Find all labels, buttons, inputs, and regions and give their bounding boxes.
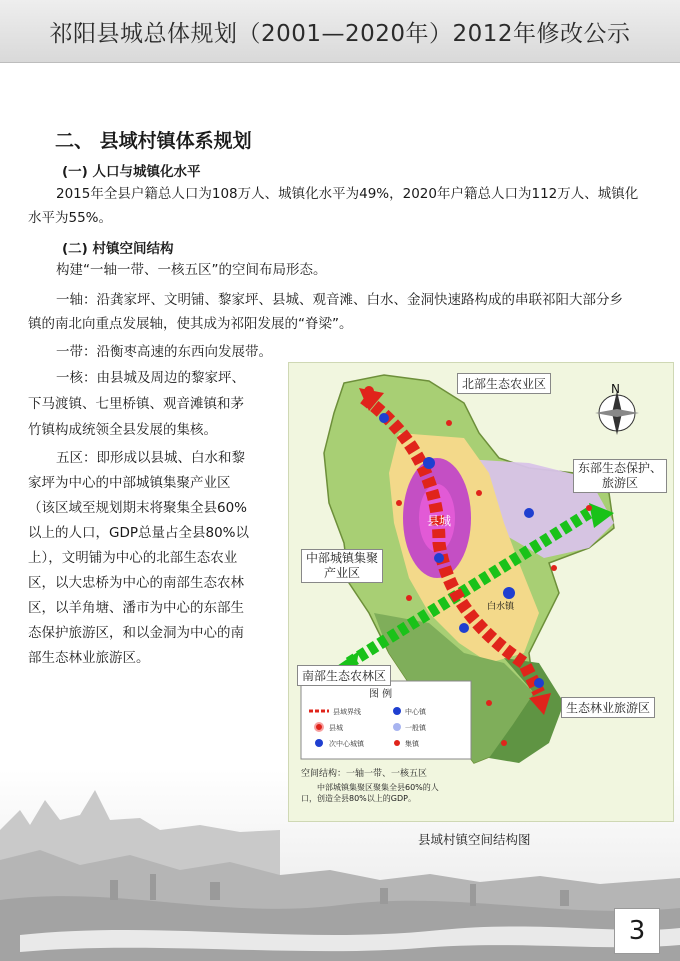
structure-note-line1: 中部城镇集聚区聚集全县60%的人 <box>317 783 439 792</box>
zone-label-east <box>573 459 667 493</box>
zone-label-forest: 生态林业旅游区 <box>561 697 655 718</box>
zone-label-south: 南部生态农林区 <box>297 665 391 686</box>
zones-line: 区，以大忠桥为中心的南部生态农林 <box>28 575 244 591</box>
legend-item-sub-center: 次中心城镇 <box>329 740 364 748</box>
zone-label-central-line1: 中部城镇集聚 <box>306 551 379 565</box>
county-seat-label: 县城 <box>427 514 452 528</box>
paragraph-core-line3: 竹镇构成统领全县发展的集核。 <box>28 422 217 438</box>
zone-label-central <box>301 549 383 583</box>
zone-label-east-line2: 旅游区 <box>602 476 639 490</box>
legend-title: 图 例 <box>369 689 393 700</box>
paragraph-population-line2: 水平为55%。 <box>28 210 113 226</box>
structure-note-title: 空间结构：一轴一带、一核五区 <box>301 769 428 779</box>
paragraph-core-line1: 一核：由县城及周边的黎家坪、 <box>56 370 245 386</box>
zones-line: （该区域至规划期末将聚集全县60% <box>28 500 248 516</box>
legend-item-general-town: 一般镇 <box>405 724 426 732</box>
paragraph-belt: 一带：沿衡枣高速的东西向发展带。 <box>56 344 272 360</box>
legend-item-market-town: 集镇 <box>405 740 419 748</box>
subsection-title-structure: (二) 村镇空间结构 <box>62 241 174 257</box>
legend-item-boundary: 县域界线 <box>333 708 361 716</box>
document-title: 祁阳县城总体规划（2001—2020年）2012年修改公示 <box>49 21 631 47</box>
zones-line: 部生态林业旅游区。 <box>28 650 150 666</box>
zones-line: 家坪为中心的中部城镇集聚产业区 <box>28 475 231 491</box>
baishui-label: 白水镇 <box>487 602 515 612</box>
county-structure-map <box>288 362 674 822</box>
zone-label-north: 北部生态农业区 <box>457 373 551 394</box>
paragraph-core-line2: 下马渡镇、七里桥镇、观音滩镇和茅 <box>28 396 244 412</box>
header-bar <box>0 0 680 63</box>
text-line: 2015年全县户籍总人口为108万人、城镇化水平为49%，2020年户籍总人口为112万人、城镇化 <box>56 186 639 202</box>
zones-line: 上），文明铺为中心的北部生态农业 <box>28 550 238 566</box>
zones-line: 五区：即形成以县城、白水和黎 <box>56 450 245 466</box>
section-title: 二、 县域村镇体系规划 <box>55 130 252 152</box>
north-label: N <box>611 382 620 396</box>
map-graphic <box>289 363 673 821</box>
legend-item-county-seat: 县城 <box>329 724 343 732</box>
zone-label-east-line1: 东部生态保护、 <box>578 461 663 475</box>
zone-label-central-line2: 产业区 <box>324 566 361 580</box>
structure-note-line2: 口，创造全县80%以上的GDP。 <box>301 794 416 803</box>
map-caption: 县域村镇空间结构图 <box>418 832 531 847</box>
legend-item-center-town: 中心镇 <box>405 708 426 716</box>
north-arrow-icon <box>595 391 639 435</box>
page-number: 3 <box>614 908 660 954</box>
zones-line: 以上的人口，GDP总量占全县80%以 <box>28 525 250 541</box>
paragraph-axis-line2: 镇的南北向重点发展轴，使其成为祁阳发展的“脊梁”。 <box>28 316 353 332</box>
paragraph-population-line1 <box>28 182 638 206</box>
subsection-title-population: (一) 人口与城镇化水平 <box>62 164 201 180</box>
zones-line: 态保护旅游区，和以金洞为中心的南 <box>28 625 244 641</box>
paragraph-axis-line1: 一轴：沿龚家坪、文明铺、黎家坪、县城、观音滩、白水、金洞快速路构成的串联祁阳大部分乡 <box>56 292 623 308</box>
zones-line: 区，以羊角塘、潘市为中心的东部生 <box>28 600 244 616</box>
paragraph-layout: 构建“一轴一带、一核五区”的空间布局形态。 <box>56 262 327 278</box>
